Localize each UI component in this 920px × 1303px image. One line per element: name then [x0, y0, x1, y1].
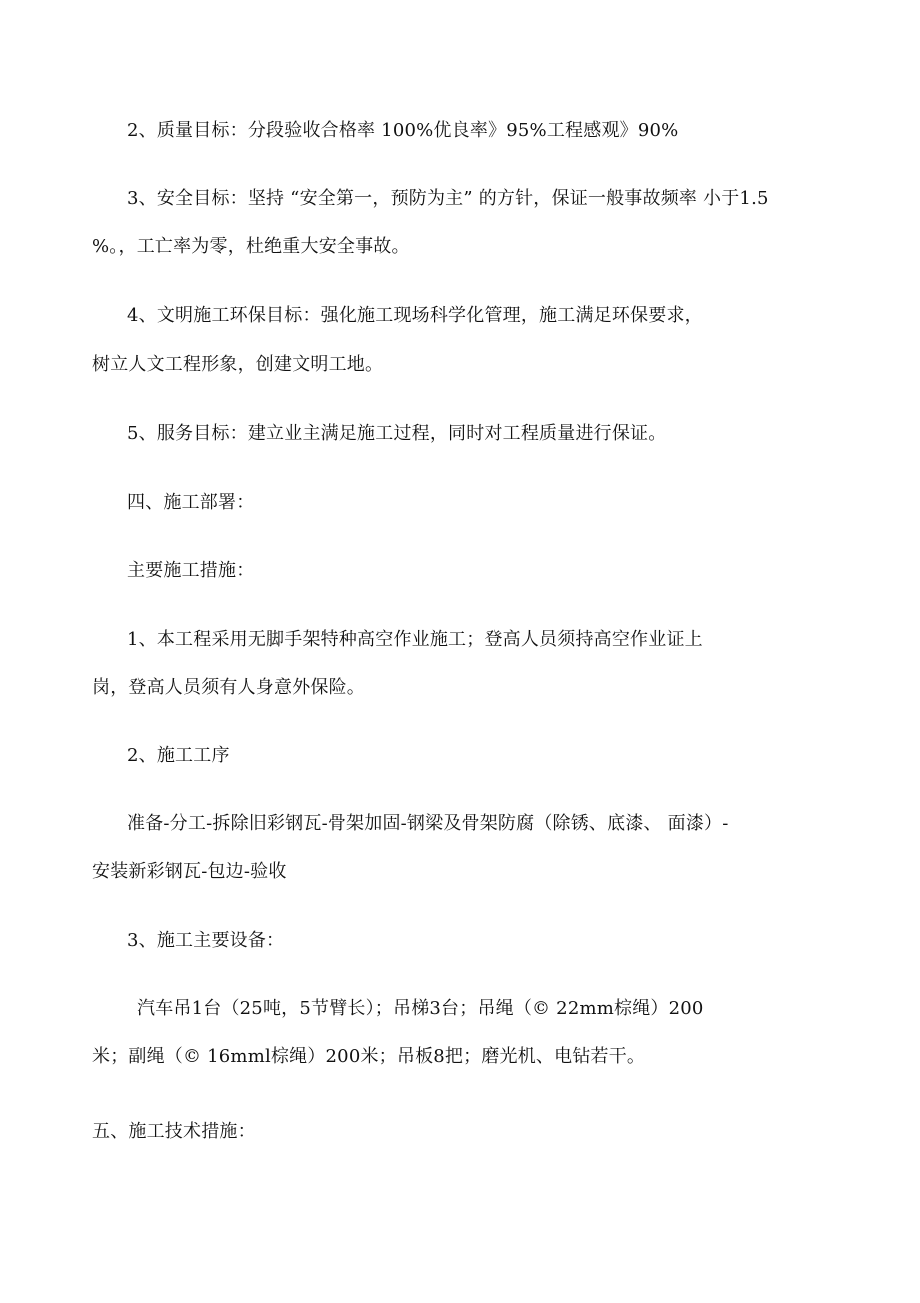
safety-target-line-1: 3、安全目标：坚持 “安全第一，预防为主” 的方针，保证一般事故频率 小于1.5	[127, 188, 769, 209]
civilized-construction-line-2: 树立人文工程形象，创建文明工地。	[92, 354, 384, 375]
equipment-line-2: 米；副绳（© 16mml棕绳）200米；吊板8把；磨光机、电钻若干。	[92, 1046, 646, 1067]
equipment-line-1: 汽车吊1台（25吨，5节臂长）；吊梯3台；吊绳（© 22mm棕绳）200	[137, 998, 704, 1019]
section-heading-technical-measures: 五、施工技术措施：	[92, 1121, 256, 1142]
process-steps-line-2: 安装新彩钢瓦-包边-验收	[92, 861, 287, 882]
quality-target-line: 2、质量目标：分段验收合格率 100%优良率》95%工程感观》90%	[127, 120, 679, 141]
measure-1-line-2: 岗，登高人员须有人身意外保险。	[92, 677, 365, 698]
civilized-construction-line-1: 4、文明施工环保目标：强化施工现场科学化管理，施工满足环保要求，	[127, 305, 703, 326]
safety-target-line-2: %。，工亡率为零，杜绝重大安全事故。	[92, 236, 410, 257]
measure-1-line-1: 1、本工程采用无脚手架特种高空作业施工；登高人员须持高空作业证上	[127, 629, 703, 650]
main-measures-heading: 主要施工措施：	[127, 560, 255, 581]
process-heading: 2、施工工序	[127, 745, 230, 766]
section-heading-deployment: 四、施工部署：	[127, 492, 255, 513]
process-steps-line-1: 准备-分工-拆除旧彩钢瓦-骨架加固-钢梁及骨架防腐（除锈、底漆、 面漆）-	[127, 813, 729, 834]
service-target-line: 5、服务目标：建立业主满足施工过程，同时对工程质量进行保证。	[127, 423, 667, 444]
equipment-heading: 3、施工主要设备：	[127, 930, 285, 951]
